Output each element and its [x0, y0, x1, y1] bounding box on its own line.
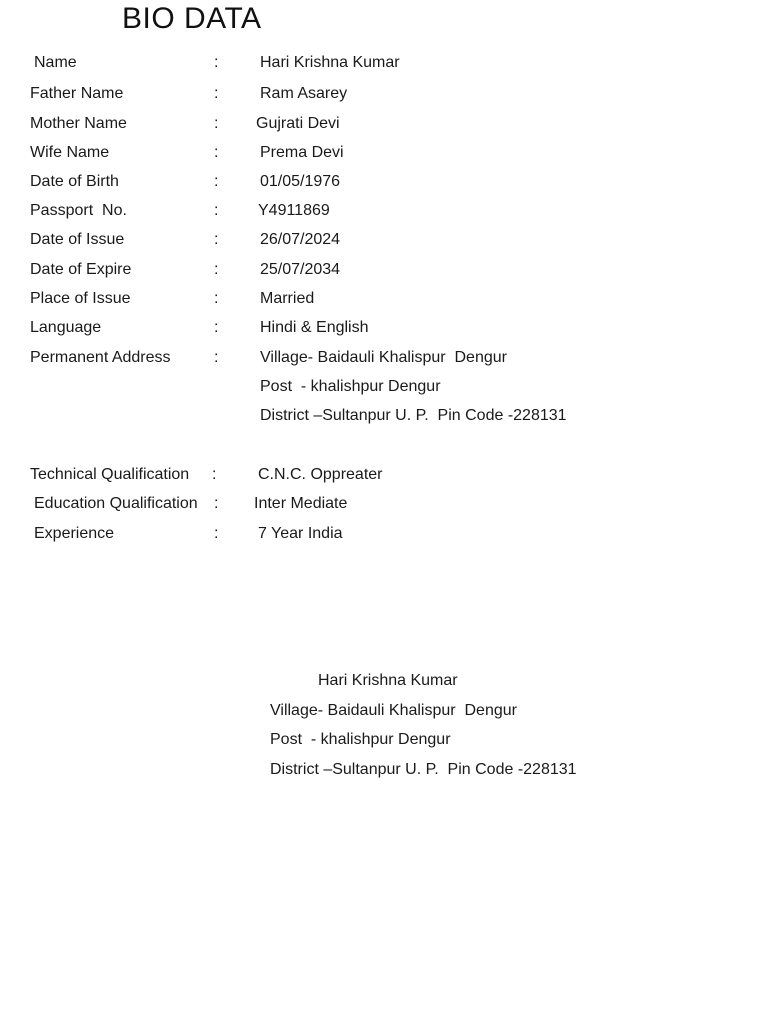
field-label: Passport No. [30, 202, 127, 219]
field-separator: : [214, 349, 219, 366]
field-separator: : [214, 290, 219, 307]
field-label: Date of Expire [30, 261, 132, 278]
field-label: Wife Name [30, 144, 110, 161]
field-separator: : [214, 173, 219, 190]
field-father-name [0, 83, 768, 105]
field-value: 25/07/2034 [260, 261, 341, 278]
field-label: Father Name [30, 85, 124, 102]
field-date-of-expire [0, 259, 768, 281]
field-separator: : [214, 202, 219, 219]
field-name [0, 52, 768, 74]
field-separator: : [214, 261, 219, 278]
field-date-of-issue [0, 229, 768, 251]
field-value: 26/07/2024 [260, 231, 341, 248]
field-label: Permanent Address [30, 349, 171, 366]
field-label: Date of Issue [30, 231, 125, 248]
field-separator: : [214, 495, 219, 512]
field-mother-name [0, 113, 768, 135]
field-value: Hindi & English [260, 319, 369, 336]
field-label: Education Qualification [34, 495, 198, 512]
field-separator: : [214, 115, 219, 132]
field-separator: : [214, 144, 219, 161]
field-language [0, 317, 768, 339]
field-label: Date of Birth [30, 173, 119, 190]
page-title: BIO DATA [122, 2, 262, 35]
field-value: Ram Asarey [260, 85, 348, 102]
field-separator: : [214, 231, 219, 248]
field-place-of-issue [0, 288, 768, 310]
signature-address-district: District –Sultanpur U. P. Pin Code -228131 [270, 761, 577, 778]
field-date-of-birth [0, 171, 768, 193]
field-technical-qualification [0, 464, 768, 486]
field-education-qualification [0, 493, 768, 515]
field-separator: : [214, 54, 219, 71]
field-label: Name [34, 54, 77, 71]
field-label: Technical Qualification [30, 466, 190, 483]
signature-address-post: Post - khalishpur Dengur [270, 731, 451, 748]
field-permanent-address [0, 347, 768, 369]
field-value: Y4911869 [258, 202, 330, 219]
field-separator: : [214, 85, 219, 102]
field-value: C.N.C. Oppreater [258, 466, 383, 483]
field-wife-name [0, 142, 768, 164]
field-value: Village- Baidauli Khalispur Dengur [260, 349, 507, 366]
address-line-post: Post - khalishpur Dengur [260, 378, 441, 395]
field-value: Gujrati Devi [256, 115, 340, 132]
field-value: Hari Krishna Kumar [260, 54, 400, 71]
field-separator: : [214, 319, 219, 336]
field-value: 7 Year India [258, 525, 343, 542]
field-label: Place of Issue [30, 290, 131, 307]
field-label: Mother Name [30, 115, 127, 132]
field-value: Inter Mediate [254, 495, 348, 512]
field-value: Prema Devi [260, 144, 344, 161]
field-passport-no [0, 200, 768, 222]
signature-address-village: Village- Baidauli Khalispur Dengur [270, 702, 517, 719]
field-label: Experience [34, 525, 115, 542]
field-separator: : [212, 466, 217, 483]
field-value: Married [260, 290, 315, 307]
field-separator: : [214, 525, 219, 542]
signature-name: Hari Krishna Kumar [318, 672, 458, 689]
field-label: Language [30, 319, 102, 336]
field-value: 01/05/1976 [260, 173, 341, 190]
address-line-district: District –Sultanpur U. P. Pin Code -228131 [260, 407, 567, 424]
field-experience [0, 523, 768, 545]
